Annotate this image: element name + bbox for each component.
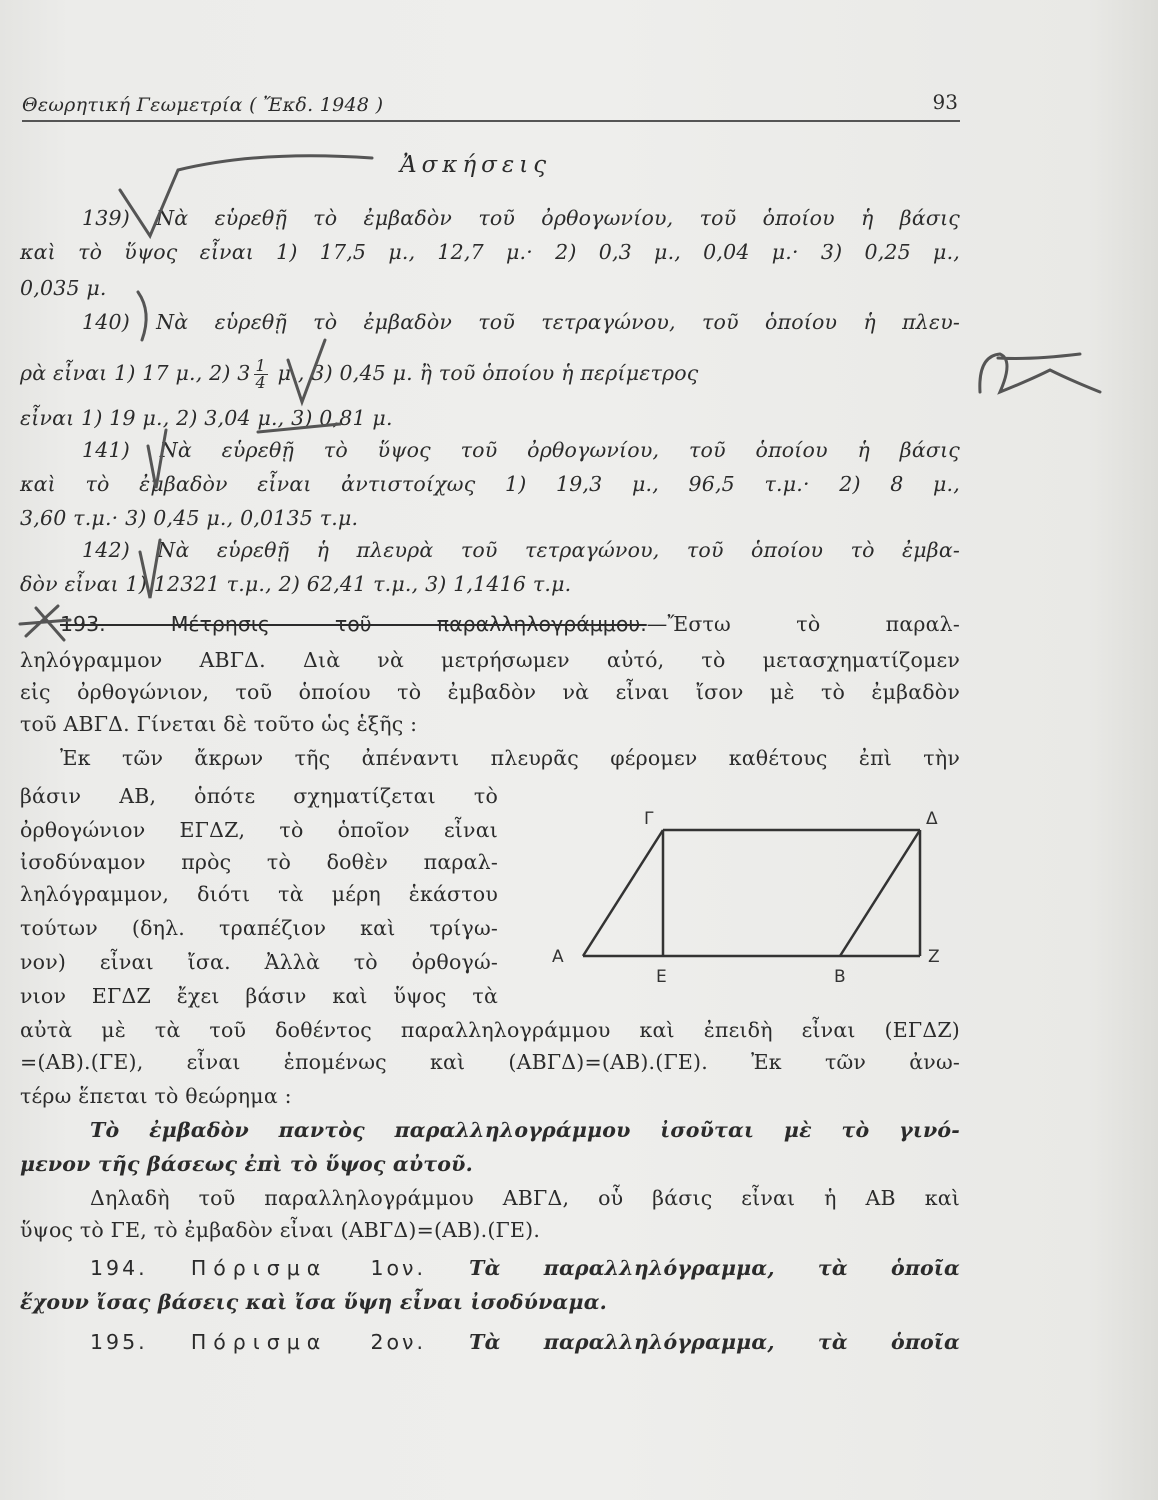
exercise-141-line-1: 141) Νὰ εὑρεθῇ τὸ ὕψος τοῦ ὀρθογωνίου, τοῦ ὁποίου ἡ βάσις xyxy=(82,438,960,462)
section-193-line-7: ὀρθογώνιον ΕΓΔΖ, τὸ ὁποῖον εἶναι xyxy=(20,818,498,842)
corollary-194-text-1: Τὰ παραλληλόγραμμα, τὰ ὁποῖα xyxy=(469,1256,960,1280)
figure-label-D: Δ xyxy=(926,809,938,829)
exercise-140-text-b: μ., 3) 0,45 μ. ἢ τοῦ ὁποίου ἡ περίμετρος xyxy=(277,361,699,385)
corollary-194-number: 194. xyxy=(90,1256,148,1280)
section-193-line-5: Ἐκ τῶν ἄκρων τῆς ἀπέναντι πλευρᾶς φέρομεν καθέτους ἐπὶ τὴν xyxy=(60,746,960,770)
exercise-141-line-3: 3,60 τ.μ.· 3) 0,45 μ., 0,0135 τ.μ. xyxy=(20,506,359,530)
corollary-195-line-1 xyxy=(20,1330,960,1354)
section-193-line-16: Δηλαδὴ τοῦ παραλληλογράμμου ΑΒΓΔ, οὗ βάσις εἶναι ἡ ΑΒ καὶ xyxy=(90,1186,960,1210)
parallelogram-figure xyxy=(548,806,958,994)
corollary-195-label: Πόρισμα xyxy=(190,1330,328,1354)
section-193-line-13: αὐτὰ μὲ τὰ τοῦ δοθέντος παραλληλογράμμου καὶ ἐπειδὴ εἶναι (ΕΓΔΖ) xyxy=(20,1018,960,1042)
page-number: 93 xyxy=(932,90,958,114)
section-193-line-4: τοῦ ΑΒΓΔ. Γίνεται δὲ τοῦτο ὡς ἑξῆς : xyxy=(20,712,418,736)
exercise-142-line-1: 142) Νὰ εὑρεθῇ ἡ πλευρὰ τοῦ τετραγώνου, τοῦ ὁποίου τὸ ἐμβα- xyxy=(82,538,960,562)
corollary-194-label: Πόρισμα xyxy=(190,1256,328,1280)
fraction-denominator: 4 xyxy=(255,373,266,392)
corollary-194-line-1 xyxy=(20,1256,960,1280)
section-193-line-8: ἰσοδύναμον πρὸς τὸ δοθὲν παραλ- xyxy=(20,850,498,874)
exercise-139-line-3: 0,035 μ. xyxy=(20,276,107,300)
scribble-margin xyxy=(980,354,1100,392)
section-193-line-11: νον) εἶναι ἴσα. Ἀλλὰ τὸ ὀρθογώ- xyxy=(20,950,498,974)
theorem-line-2: μενον τῆς βάσεως ἐπὶ τὸ ὕψος αὐτοῦ. xyxy=(20,1152,473,1176)
book-title: Θεωρητική Γεωμετρία ( Ἔκδ. 1948 ) xyxy=(22,94,384,116)
corollary-195-number: 195. xyxy=(90,1330,148,1354)
header-rule xyxy=(22,120,960,122)
fraction-one-quarter xyxy=(254,358,268,391)
fraction-numerator: 1 xyxy=(255,356,266,375)
section-193-line-10: τούτων (δηλ. τραπέζιον καὶ τρίγω- xyxy=(20,916,498,940)
section-193-line-6: βάσιν ΑΒ, ὁπότε σχηματίζεται τὸ xyxy=(20,784,498,808)
exercise-140-line-1: 140) Νὰ εὑρεθῇ τὸ ἐμβαδὸν τοῦ τετραγώνου, τοῦ ὁποίου ἡ πλευ- xyxy=(82,310,960,334)
exercise-141-line-2: καὶ τὸ ἐμβαδὸν εἶναι ἀντιστοίχως 1) 19,3 μ., 96,5 τ.μ.· 2) 8 μ., xyxy=(20,472,960,496)
section-193-line-12: νιον ΕΓΔΖ ἔχει βάσιν καὶ ὕψος τὰ xyxy=(20,984,498,1008)
section-193-line-9: ληλόγραμμον, διότι τὰ μέρη ἑκάστου xyxy=(20,882,498,906)
figure-label-B: Β xyxy=(834,967,846,987)
section-193-line-1 xyxy=(20,612,960,636)
section-193-line-15: τέρω ἕπεται τὸ θεώρημα : xyxy=(20,1084,292,1108)
exercise-140-line-2 xyxy=(20,358,960,391)
section-193-line-17: ὕψος τὸ ΓΕ, τὸ ἐμβαδὸν εἶναι (ΑΒΓΔ)=(ΑΒ).(ΓΕ). xyxy=(20,1218,541,1242)
exercise-140-line-3: εἶναι 1) 19 μ., 2) 3,04 μ., 3) 0,81 μ. xyxy=(20,406,393,430)
exercise-139-line-2: καὶ τὸ ὕψος εἶναι 1) 17,5 μ., 12,7 μ.· 2) 0,3 μ., 0,04 μ.· 3) 0,25 μ., xyxy=(20,240,960,264)
section-193-heading: 193. Μέτρησις τοῦ παραλληλογράμμου. xyxy=(60,612,647,636)
section-193-line-2: ληλόγραμμον ΑΒΓΔ. Διὰ νὰ μετρήσωμεν αὐτό, τὸ μετασχηματίζομεν xyxy=(20,648,960,672)
exercise-139-line-1: 139) Νὰ εὑρεθῇ τὸ ἐμβαδὸν τοῦ ὀρθογωνίου, τοῦ ὁποίου ἡ βάσις xyxy=(82,206,960,230)
running-header xyxy=(22,86,960,122)
corollary-195-text-1: Τὰ παραλληλόγραμμα, τὰ ὁποῖα xyxy=(469,1330,960,1354)
section-193-intro: —Ἔστω τὸ παραλ- xyxy=(646,612,960,636)
figure-line-BD xyxy=(840,830,920,956)
section-193-line-3: εἰς ὀρθογώνιον, τοῦ ὁποίου τὸ ἐμβαδὸν νὰ εἶναι ἴσον μὲ τὸ ἐμβαδὸν xyxy=(20,680,960,704)
figure-label-G: Γ xyxy=(644,809,654,829)
corollary-195-ordinal: 2ον. xyxy=(370,1330,426,1354)
corollary-194-line-2: ἔχουν ἴσας βάσεις καὶ ἴσα ὕψη εἶναι ἰσοδύναμα. xyxy=(20,1290,608,1314)
figure-label-A: Α xyxy=(552,947,564,967)
figure-line-AG xyxy=(583,830,663,956)
theorem-line-1: Τὸ ἐμβαδὸν παντὸς παραλληλογράμμου ἰσοῦται μὲ τὸ γινό- xyxy=(90,1118,960,1142)
section-193-line-14: =(ΑΒ).(ΓΕ), εἶναι ἑπομένως καὶ (ΑΒΓΔ)=(ΑΒ).(ΓΕ). Ἐκ τῶν ἀνω- xyxy=(20,1050,960,1074)
figure-label-E: Ε xyxy=(656,967,667,987)
exercises-title: Ἀσκήσεις xyxy=(400,152,552,178)
exercise-142-line-2: δὸν εἶναι 1) 12321 τ.μ., 2) 62,41 τ.μ., 3) 1,1416 τ.μ. xyxy=(20,572,572,596)
figure-label-Z: Ζ xyxy=(928,947,940,967)
exercise-140-text-a: ρὰ εἶναι 1) 17 μ., 2) 3 xyxy=(20,361,251,385)
corollary-194-ordinal: 1ον. xyxy=(370,1256,426,1280)
